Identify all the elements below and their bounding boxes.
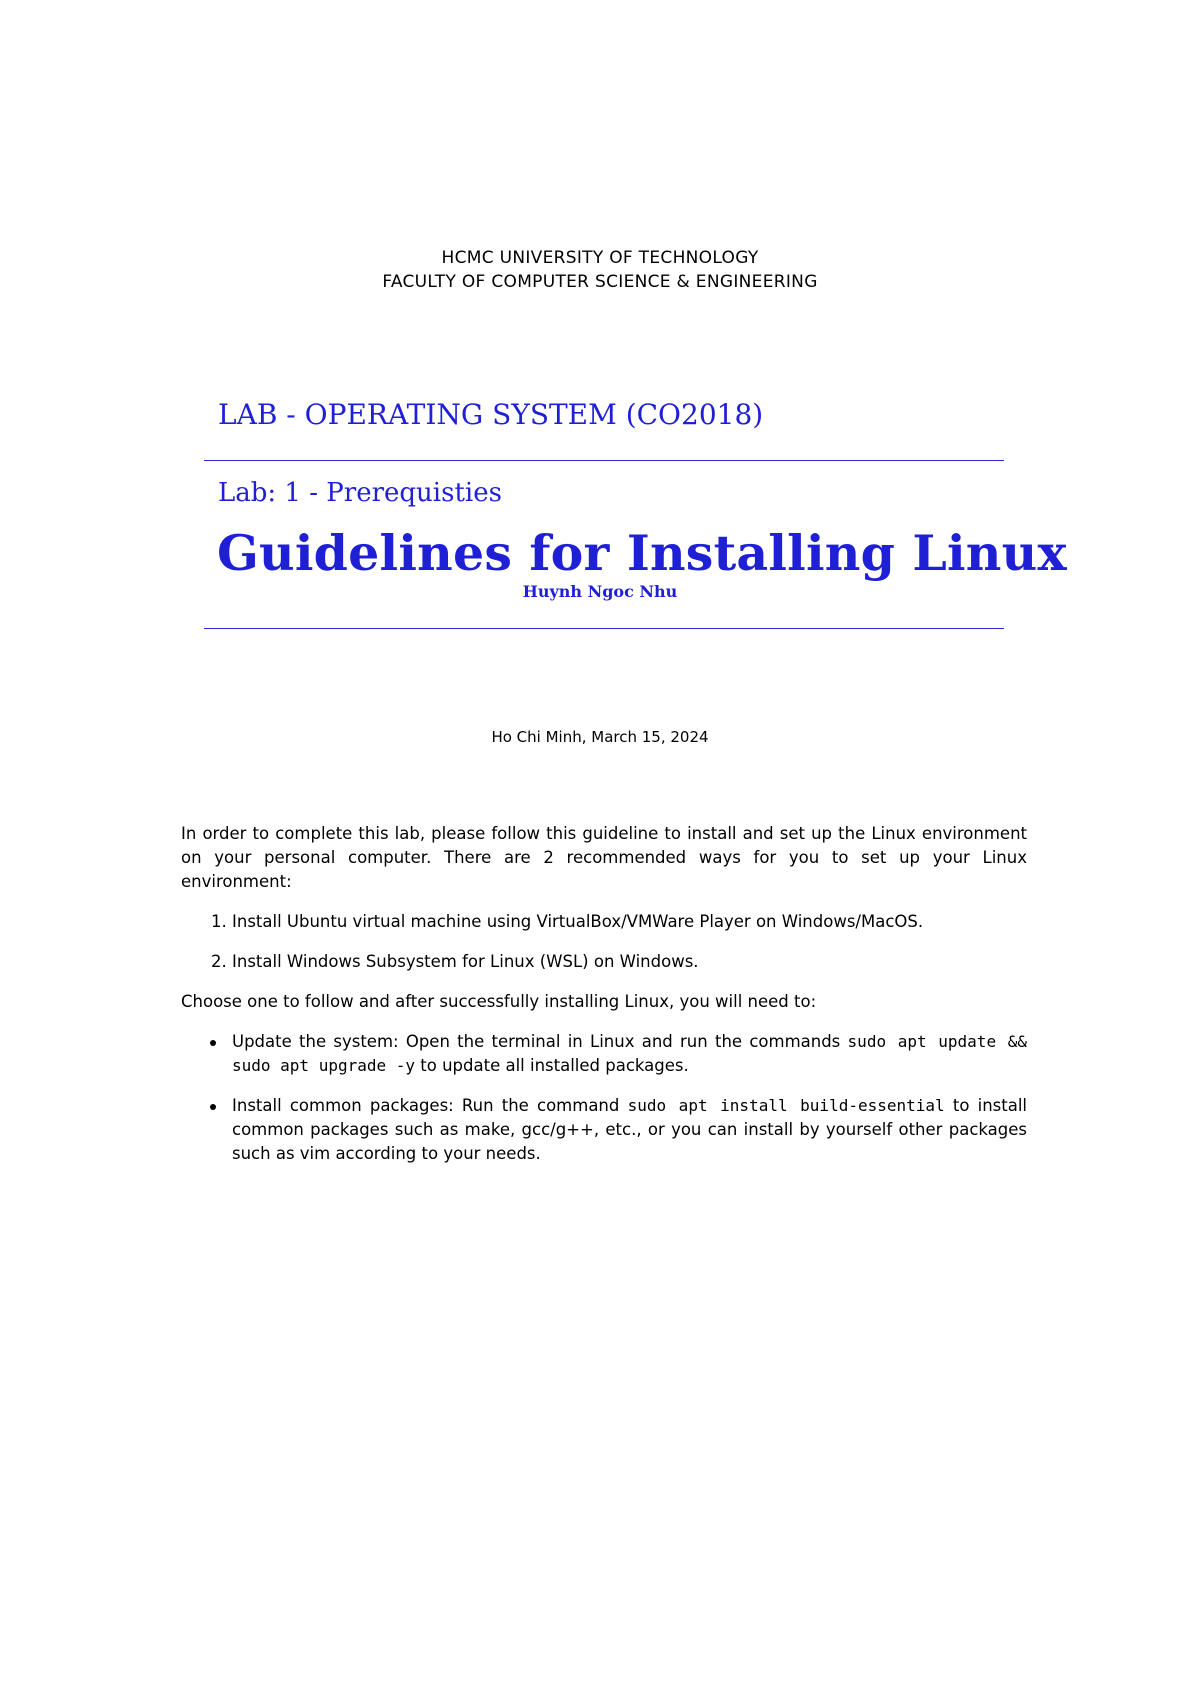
faculty-name: FACULTY OF COMPUTER SCIENCE & ENGINEERING [382,272,818,292]
list-item [232,1094,1027,1166]
document-body [181,822,1027,1182]
intro-paragraph: In order to complete this lab, please follow this guideline to install and set up the Linux environment on your personal computer. There are 2 recommended ways for you to set up your Linux environment: [181,824,1027,891]
list-item: 2. Install Windows Subsystem for Linux (WSL) on Windows. [232,950,1027,974]
step-text: Install common packages: Run the command [232,1096,620,1115]
list-item: 1. Install Ubuntu virtual machine using VirtualBox/VMWare Player on Windows/MacOS. [232,910,1027,934]
author-name: Huynh Ngoc Nhu [522,582,678,601]
step-text: to install common packages such as make, gcc/g++, etc., or you can install by yourself other packages such as vim according to your needs. [232,1096,1028,1163]
university-name: HCMC UNIVERSITY OF TECHNOLOGY [441,248,759,268]
date-line: Ho Chi Minh, March 15, 2024 [491,728,709,746]
bottom-rule [204,628,1004,629]
bullet-icon [210,1040,216,1046]
followup-paragraph: Choose one to follow and after successfully installing Linux, you will need to: [181,992,817,1011]
bullet-icon [210,1104,216,1110]
step-text: Update the system: Open the terminal in Linux and run the commands [232,1032,841,1051]
document-title: Guidelines for Installing Linux [217,524,1067,582]
list-item [232,1030,1027,1078]
top-rule [204,460,1004,461]
command-text: sudo apt install build-essential [627,1096,945,1115]
post-install-steps-list [181,1030,1027,1166]
command-text: sudo apt update && sudo apt upgrade -y [232,1032,1027,1075]
course-title: LAB - OPERATING SYSTEM (CO2018) [218,398,764,431]
setup-options-list [181,910,1027,974]
lab-subtitle: Lab: 1 - Prerequisties [218,478,502,508]
step-text: to update all installed packages. [420,1056,689,1075]
